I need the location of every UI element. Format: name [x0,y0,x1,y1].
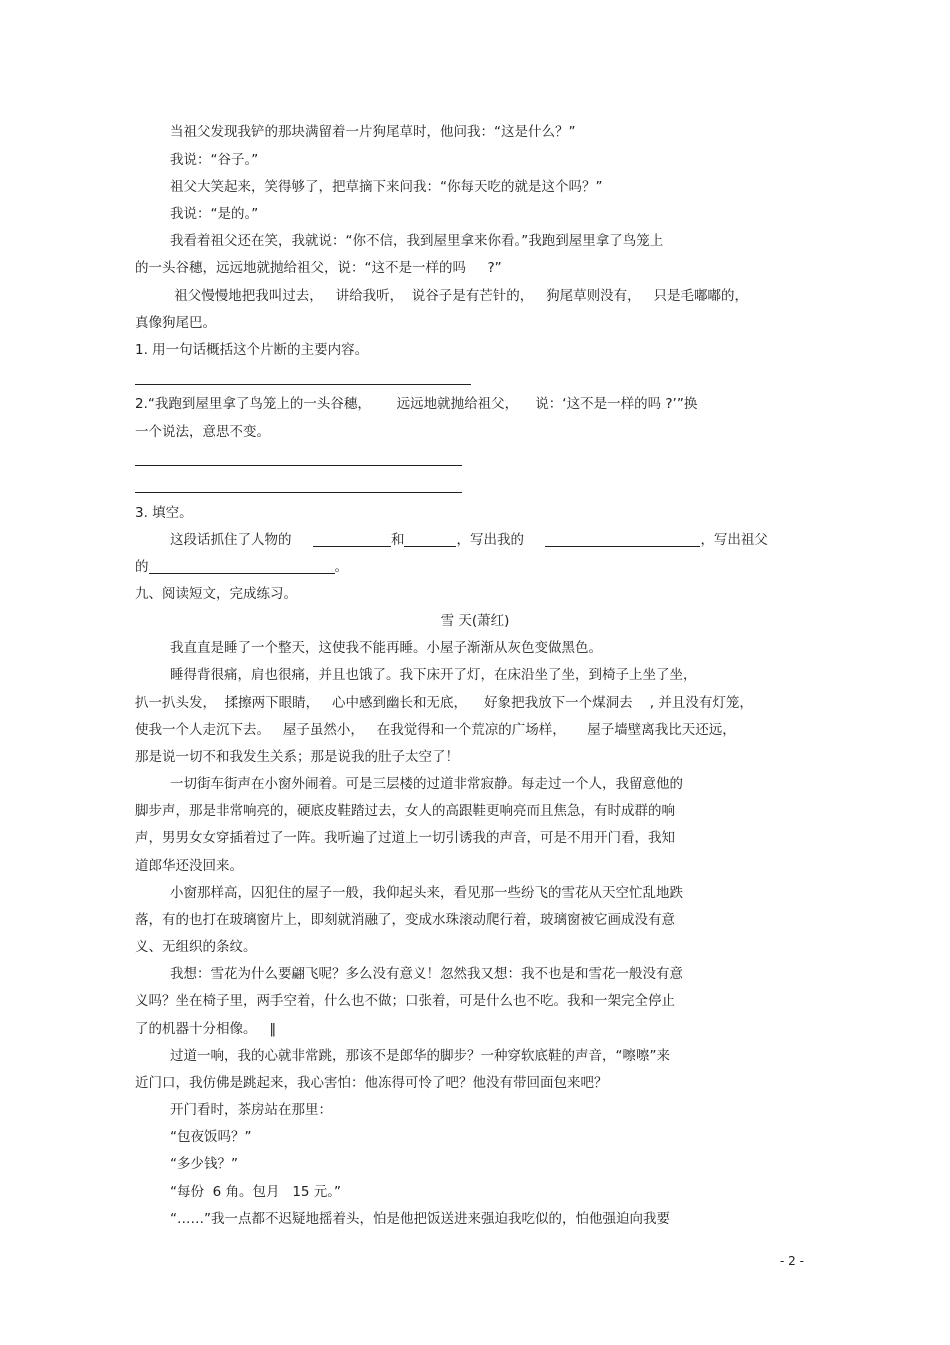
question-1: 1. 用一句话概括这个片断的主要内容。 [135,342,369,358]
passage2-line: 我直直是睡了一个整天，这使我不能再睡。小屋子渐渐从灰色变做黑色。 [170,640,602,656]
section-heading: 九、阅读短文，完成练习。 [135,586,297,602]
passage1-line: 的一头谷穗，远远地就抛给祖父，说：“这不是一样的吗 ?” [135,260,502,276]
passage2-line: 近门口，我仿佛是跳起来，我心害怕：他冻得可怜了吧？他没有带回面包来吧？ [135,1075,608,1091]
passage2-line: 开门看时，茶房站在那里： [170,1102,332,1118]
passage1-line: 我说：“是的。” [170,206,259,222]
fill-text: ，写出我的 [456,532,524,548]
passage2-line: 使我一个人走沉下去。 屋子虽然小， 在我觉得和一个荒凉的广场样， 屋子墙壁离我比天还远， [135,722,736,738]
passage2-line: “每份 6 角。包月 15 元。” [170,1184,342,1200]
passage1-line: 真像狗尾巴。 [135,315,216,331]
passage2-line: “……”我一点都不迟疑地摇着头，怕是他把饭送进来强迫我吃似的，怕他强迫向我要 [170,1211,670,1227]
question-3-fill-line [170,531,768,549]
passage1-line: 我说：“谷子。” [170,152,259,168]
passage1-line: 祖父慢慢地把我叫过去， 讲给我听， 说谷子是有芒针的， 狗尾草则没有， 只是毛嘟嘟的， [170,288,748,304]
passage2-line: 义吗？坐在椅子里，两手空着，什么也不做；口张着，可是什么也不吃。我和一架完全停止 [135,993,675,1009]
passage2-line: 道郎华还没回来。 [135,858,243,874]
passage2-line: 过道一响，我的心就非常跳，那该不是郎华的脚步？一种穿软底鞋的声音，“嚓嚓”来 [170,1048,670,1064]
passage2-line: 脚步声，那是非常响亮的，硬底皮鞋踏过去，女人的高跟鞋更响亮而且焦急，有时成群的响 [135,803,675,819]
fill-blank[interactable] [149,559,335,574]
passage2-line: 声，男男女女穿插着过了一阵。我听遍了过道上一切引诱我的声音，可是不用开门看，我知 [135,830,675,846]
passage2-line: 小窗那样高，囚犯住的屋子一般，我仰起头来，看见那一些纷飞的雪花从天空忙乱地跌 [170,885,683,901]
passage1-line: 祖父大笑起来，笑得够了，把草摘下来问我：“你每天吃的就是这个吗？” [170,179,603,195]
passage2-line: 那是说一切不和我发生关系；那是说我的肚子太空了！ [135,749,459,765]
question-2-line: 一个说法，意思不变。 [135,424,270,440]
answer-line[interactable] [135,384,471,385]
fill-text: 的 [135,559,149,575]
passage2-line: 扒一扒头发， 揉擦两下眼睛， 心中感到幽长和无底， 好象把我放下一个煤洞去 , 并且没有灯笼， [135,695,753,711]
fill-text: 。 [334,559,348,575]
fill-text: 和 [390,532,405,548]
fill-text: ，写出祖父 [700,532,768,548]
page-number: - 2 - [780,1254,804,1268]
passage2-line: 一切街车街声在小窗外闹着。可是三层楼的过道非常寂静。每走过一个人，我留意他的 [170,776,683,792]
fill-text: 这段话抓住了人物的 [170,532,292,548]
passage2-line: 了的机器十分相像。 ‖ [135,1021,277,1037]
question-2-line: 2.“我跑到屋里拿了鸟笼上的一头谷穗， 远远地就抛给祖父， 说：‘这不是一样的吗 ?’”换 [135,396,698,412]
passage2-line: 睡得背很痛，肩也很痛，并且也饿了。我下床开了灯，在床沿坐了坐，到椅子上坐了坐， [170,667,697,683]
passage1-line: 我看着祖父还在笑，我就说：“你不信，我到屋里拿来你看。”我跑到屋里拿了鸟笼上 [170,233,664,249]
question-3: 3. 填空。 [135,505,193,521]
answer-line[interactable] [135,492,462,493]
passage2-line: 我想：雪花为什么要翩飞呢？多么没有意义！忽然我又想：我不也是和雪花一般没有意 [170,966,683,982]
fill-blank[interactable] [313,532,391,547]
passage-title: 雪 天(萧红) [440,613,510,629]
fill-blank[interactable] [545,532,700,547]
passage1-line: 当祖父发现我铲的那块满留着一片狗尾草时，他问我：“这是什么？” [170,124,576,140]
passage2-line: 落，有的也打在玻璃窗片上，即刻就消融了，变成水珠滚动爬行着，玻璃窗被它画成没有意 [135,912,675,928]
passage2-line: “多少钱？” [170,1156,238,1172]
answer-line[interactable] [135,465,462,466]
fill-blank[interactable] [404,532,456,547]
passage2-line: 义、无组织的条纹。 [135,939,257,955]
passage2-line: “包夜饭吗？” [170,1129,252,1145]
question-3-fill-line [135,558,348,576]
